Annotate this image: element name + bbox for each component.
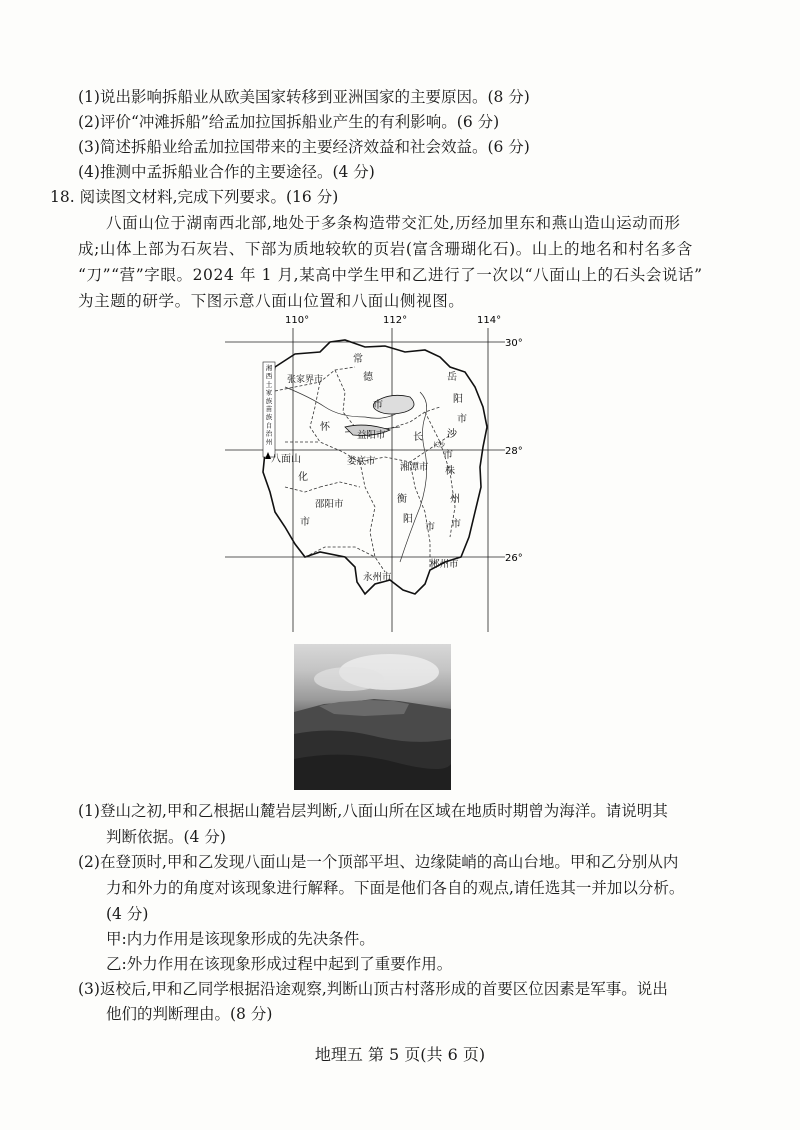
question-17-3: (3)简述拆船业给孟加拉国带来的主要经济效益和社会效益。(6 分) [78, 138, 530, 156]
page-footer: 地理五 第 5 页(共 6 页) [314, 1045, 486, 1064]
lat-label-28: 28° [505, 446, 523, 457]
material-line-3: “刀”“营”字眼。2024 年 1 月,某高中学生甲和乙进行了一次以“八面山上的石头会说话” [78, 266, 703, 284]
place-hengyang-1: 衡 [397, 494, 407, 505]
place-yiyang: 益阳市 [357, 430, 386, 441]
material-line-4: 为主题的研学。下图示意八面山位置和八面山侧视图。 [78, 292, 465, 310]
place-xiangtan: 湘潭市 [400, 462, 429, 473]
question-18-1: (1)登山之初,甲和乙根据山麓岩层判断,八面山所在区域在地质时期曾为海洋。请说明其 [78, 802, 668, 820]
place-huai: 怀 [320, 422, 330, 433]
material-line-1: 八面山位于湖南西北部,地处于多条构造带交汇处,历经加里东和燕山造山运动而形 [106, 214, 681, 232]
place-yueyang-3: 市 [457, 414, 467, 425]
place-yongzhou: 永州市 [363, 572, 392, 583]
place-hua: 化 [298, 472, 308, 483]
question-18-2-cont: 力和外力的角度对该现象进行解释。下面是他们各自的观点,请任选其一并加以分析。 [106, 879, 685, 897]
place-zhuzhou-3: 市 [451, 519, 461, 530]
lat-label-30: 30° [505, 338, 523, 349]
place-changde-1: 常 [353, 354, 363, 365]
viewpoint-yi: 乙:外力作用在该现象形成过程中起到了重要作用。 [106, 955, 453, 973]
lon-label-112: 112° [383, 315, 408, 326]
photo-landscape [294, 644, 451, 790]
place-changsha-2: 沙 [447, 429, 457, 440]
question-17-1: (1)说出影响拆船业从欧美国家转移到亚洲国家的主要原因。(8 分) [78, 88, 530, 106]
viewpoint-jia: 甲:内力作用是该现象形成的先决条件。 [106, 930, 375, 948]
place-changde-3: 市 [373, 400, 383, 411]
lat-label-26: 26° [505, 553, 523, 564]
place-shaoyang: 邵阳市 [315, 499, 344, 510]
question-18-1-cont: 判断依据。(4 分) [106, 828, 226, 846]
place-huaihua-shi: 市 [300, 517, 310, 528]
place-yueyang-1: 岳 [447, 372, 457, 383]
question-18-title: 18. 阅读图文材料,完成下列要求。(16 分) [50, 188, 339, 206]
place-hengyang-2: 阳 [403, 514, 413, 525]
question-18-3: (3)返校后,甲和乙同学根据沿途观察,判断山顶古村落形成的首要区位因素是军事。说出 [78, 980, 668, 998]
material-line-2: 成;山体上部为石灰岩、下部为质地较软的页岩(富含珊瑚化石)。山上的地名和村名多含 [78, 240, 693, 258]
place-bamianshan: 八面山 [271, 454, 301, 465]
place-changde-2: 德 [363, 372, 373, 383]
place-chenzhou: 郴州市 [430, 559, 459, 570]
bamianshan-side-view-photo [294, 644, 451, 790]
lon-label-110: 110° [285, 315, 310, 326]
place-changsha-3: 市 [443, 450, 453, 461]
lon-label-114: 114° [477, 315, 502, 326]
question-18-2-points: (4 分) [106, 905, 149, 923]
question-17-4: (4)推测中孟拆船业合作的主要途径。(4 分) [78, 163, 375, 181]
place-changsha-1: 长 [413, 432, 423, 443]
question-18-3-cont: 他们的判断理由。(8 分) [106, 1005, 273, 1023]
place-loudi: 娄底市 [347, 456, 376, 467]
place-xiangxi: 湘西土家族苗族自治州 [265, 364, 273, 446]
hunan-location-map [225, 312, 525, 632]
place-zhuzhou-2: 州 [450, 494, 460, 505]
question-18-2: (2)在登顶时,甲和乙发现八面山是一个顶部平坦、边缘陡峭的高山台地。甲和乙分别从内 [78, 853, 679, 871]
place-changsha-small: 长沙 [433, 442, 446, 449]
place-hengyang-3: 市 [425, 522, 435, 533]
place-zhuzhou-1: 株 [445, 466, 455, 477]
place-yueyang-2: 阳 [453, 394, 463, 405]
place-zhangjiajie: 张家界市 [287, 375, 324, 385]
question-17-2: (2)评价“冲滩拆船”给孟加拉国拆船业产生的有利影响。(6 分) [78, 113, 500, 131]
